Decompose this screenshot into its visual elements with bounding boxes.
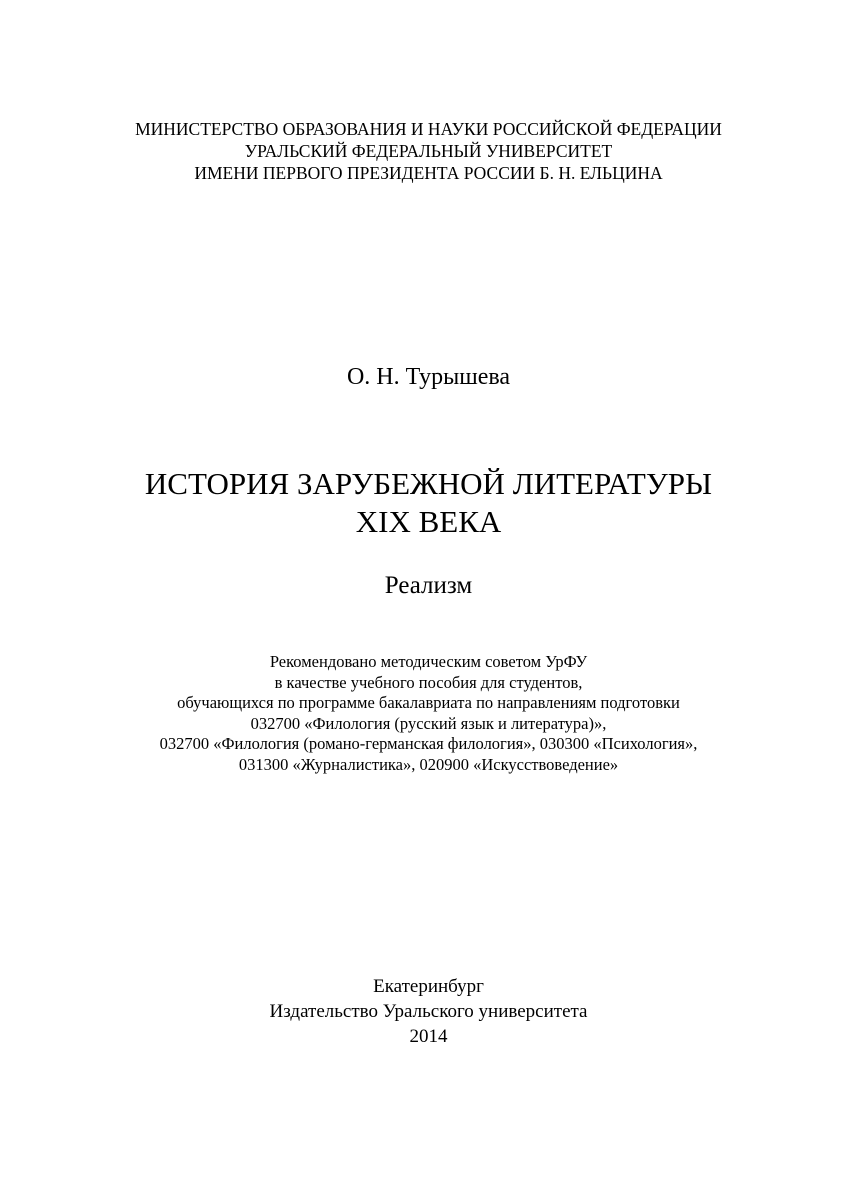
university-name-line: ИМЕНИ ПЕРВОГО ПРЕЗИДЕНТА РОССИИ Б. Н. ЕЛЬЦИНА — [194, 163, 663, 183]
publication-imprint — [0, 974, 857, 1049]
recommendation-line: 032700 «Филология (русский язык и литература)», — [250, 713, 607, 733]
author-name: О. Н. Турышева — [346, 364, 511, 390]
book-title-line-1: ИСТОРИЯ ЗАРУБЕЖНОЙ ЛИТЕРАТУРЫ — [144, 466, 713, 501]
recommendation-line: в качестве учебного пособия для студентов, — [274, 672, 583, 692]
institution-header — [0, 118, 857, 184]
recommendation-note — [0, 652, 857, 776]
university-line: УРАЛЬСКИЙ ФЕДЕРАЛЬНЫЙ УНИВЕРСИТЕТ — [244, 141, 613, 161]
book-title-line-2: XIX ВЕКА — [355, 504, 502, 539]
recommendation-line: Рекомендовано методическим советом УрФУ — [269, 652, 588, 671]
imprint-year: 2014 — [409, 1026, 448, 1047]
recommendation-line: 032700 «Филология (романо-германская филология», 030300 «Психология», — [159, 734, 698, 754]
recommendation-line: обучающихся по программе бакалавриата по направлениям подготовки — [177, 693, 680, 713]
book-subtitle: Реализм — [384, 572, 473, 599]
imprint-publisher: Издательство Уральского университета — [269, 1001, 588, 1022]
book-title — [0, 465, 857, 541]
imprint-city: Екатеринбург — [373, 976, 484, 997]
recommendation-line: 031300 «Журналистика», 020900 «Искусствоведение» — [238, 754, 619, 774]
ministry-line: МИНИСТЕРСТВО ОБРАЗОВАНИЯ И НАУКИ РОССИЙСКОЙ ФЕДЕРАЦИИ — [135, 119, 722, 139]
